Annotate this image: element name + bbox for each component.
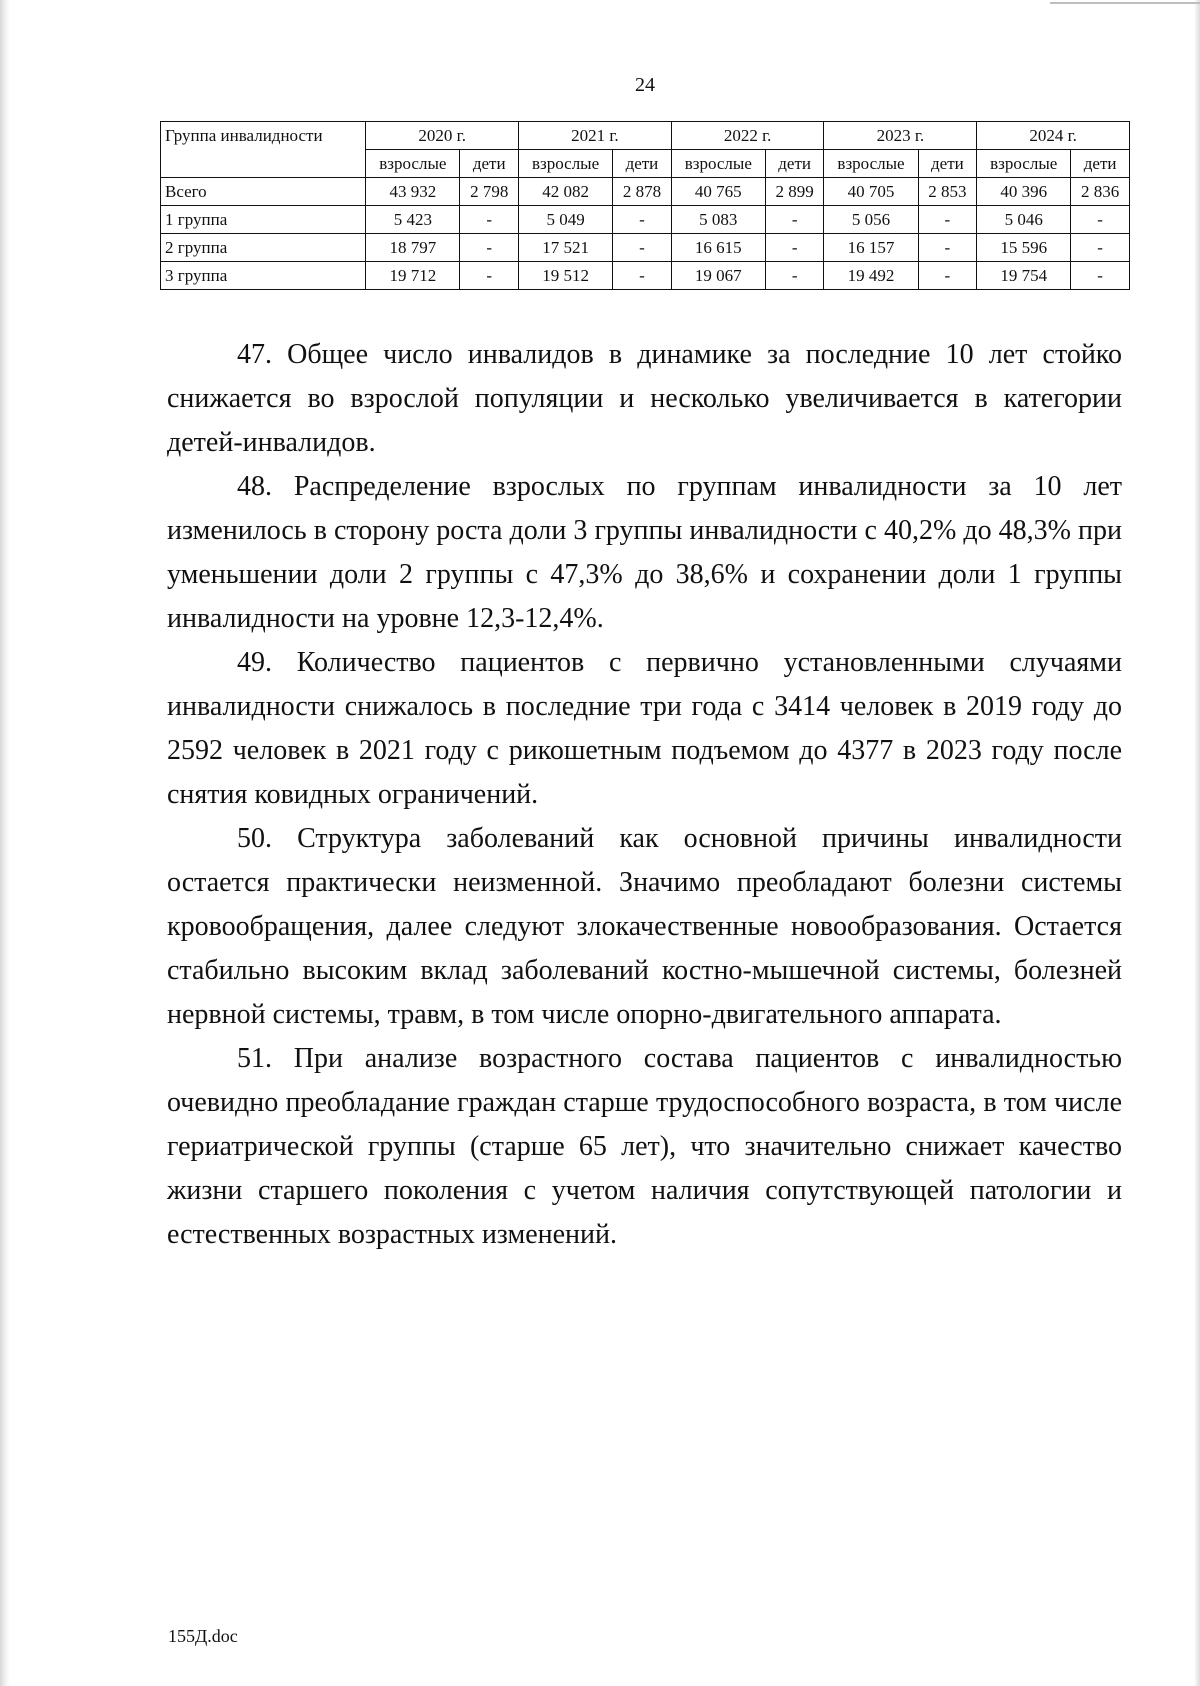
table-header-adults: взрослые xyxy=(977,150,1071,178)
table-row-label: 3 группа xyxy=(161,262,366,290)
table-cell: - xyxy=(765,234,824,262)
table-header-year: 2023 г. xyxy=(824,122,977,150)
table-cell: 19 512 xyxy=(519,262,613,290)
table-header-adults: взрослые xyxy=(519,150,613,178)
table-header-adults: взрослые xyxy=(671,150,765,178)
table-cell: 19 067 xyxy=(671,262,765,290)
table-header-group: Группа инвалидности xyxy=(161,122,366,178)
table-cell: - xyxy=(460,206,519,234)
disability-stats-table xyxy=(160,121,1130,290)
table-cell: - xyxy=(918,262,977,290)
table-cell: 43 932 xyxy=(366,178,460,206)
table-cell: 5 083 xyxy=(671,206,765,234)
table-cell: - xyxy=(918,206,977,234)
table-cell: - xyxy=(1071,206,1130,234)
footer-filename: 155Д.doc xyxy=(168,1626,238,1646)
table-cell: 2 899 xyxy=(765,178,824,206)
table-cell: - xyxy=(765,262,824,290)
page-number: 24 xyxy=(635,74,655,96)
paragraph-49: 49. Количество пациентов с первично установленными случаями инвалидности снижалось в последние три года с 3414 человек в 2019 году до 2592 человек в 2021 году с рикошетным подъемом до 4377 в 2023 году после снятия ковидных ограничений. xyxy=(167,647,1122,810)
paragraph-47: 47. Общее число инвалидов в динамике за последние 10 лет стойко снижается во взрослой популяции и несколько увеличивается в категории детей-инвалидов. xyxy=(167,339,1122,458)
scan-edge-left xyxy=(0,0,10,1686)
paragraph-51: 51. При анализе возрастного состава пациентов с инвалидностью очевидно преобладание граждан старше трудоспособного возраста, в том числе гериатрической группы (старше 65 лет), что значительно снижает качество жизни старшего поколения с учетом наличия сопутствующей патологии и естественных возрастных изменений. xyxy=(167,1043,1122,1250)
table-header-children: дети xyxy=(765,150,824,178)
table-row xyxy=(161,178,1130,206)
table-cell: - xyxy=(613,234,672,262)
table-cell: 17 521 xyxy=(519,234,613,262)
table-header-year: 2022 г. xyxy=(671,122,824,150)
table-cell: 19 754 xyxy=(977,262,1071,290)
table-row xyxy=(161,206,1130,234)
table-row xyxy=(161,234,1130,262)
table-cell: 5 046 xyxy=(977,206,1071,234)
table-cell: 40 765 xyxy=(671,178,765,206)
table-cell: 2 836 xyxy=(1071,178,1130,206)
table-cell: 2 878 xyxy=(613,178,672,206)
table-row-label: Всего xyxy=(161,178,366,206)
table-cell: - xyxy=(765,206,824,234)
table-header-children: дети xyxy=(460,150,519,178)
table-cell: 40 705 xyxy=(824,178,918,206)
paragraph-50: 50. Структура заболеваний как основной причины инвалидности остается практически неизменной. Значимо преобладают болезни системы кровообращения, далее следуют злокачественные новообразования. Остается стабильно высоким вклад заболеваний костно-мышечной системы, болезней нервной системы, травм, в том числе опорно-двигательного аппарата. xyxy=(167,823,1122,1030)
table-cell: - xyxy=(613,262,672,290)
table-cell: 5 049 xyxy=(519,206,613,234)
table-cell: 5 056 xyxy=(824,206,918,234)
table-header-years-row xyxy=(161,122,1130,150)
table-header-children: дети xyxy=(613,150,672,178)
table-cell: 18 797 xyxy=(366,234,460,262)
table-cell: 15 596 xyxy=(977,234,1071,262)
table-header-children: дети xyxy=(918,150,977,178)
paragraph-48: 48. Распределение взрослых по группам инвалидности за 10 лет изменилось в сторону роста доли 3 группы инвалидности с 40,2% до 48,3% при уменьшении доли 2 группы с 47,3% до 38,6% и сохранении доли 1 группы инвалидности на уровне 12,3-12,4%. xyxy=(167,471,1122,634)
table-cell: 16 615 xyxy=(671,234,765,262)
disability-table xyxy=(160,121,1130,290)
scan-edge-right xyxy=(1194,0,1200,1686)
table-cell: - xyxy=(1071,262,1130,290)
table-row-label: 2 группа xyxy=(161,234,366,262)
table-cell: - xyxy=(1071,234,1130,262)
scan-line-top xyxy=(1050,2,1200,4)
table-header-year: 2024 г. xyxy=(977,122,1130,150)
table-cell: 5 423 xyxy=(366,206,460,234)
body-text xyxy=(167,333,1122,1257)
table-cell: 16 157 xyxy=(824,234,918,262)
table-cell: - xyxy=(613,206,672,234)
table-header-year: 2020 г. xyxy=(366,122,519,150)
table-header-adults: взрослые xyxy=(824,150,918,178)
table-cell: - xyxy=(460,234,519,262)
table-cell: - xyxy=(460,262,519,290)
table-cell: - xyxy=(918,234,977,262)
table-row xyxy=(161,262,1130,290)
table-cell: 42 082 xyxy=(519,178,613,206)
table-header-adults: взрослые xyxy=(366,150,460,178)
table-header-year: 2021 г. xyxy=(519,122,672,150)
table-row-label: 1 группа xyxy=(161,206,366,234)
table-cell: 40 396 xyxy=(977,178,1071,206)
table-cell: 19 492 xyxy=(824,262,918,290)
table-cell: 2 798 xyxy=(460,178,519,206)
table-header-children: дети xyxy=(1071,150,1130,178)
table-cell: 2 853 xyxy=(918,178,977,206)
table-cell: 19 712 xyxy=(366,262,460,290)
